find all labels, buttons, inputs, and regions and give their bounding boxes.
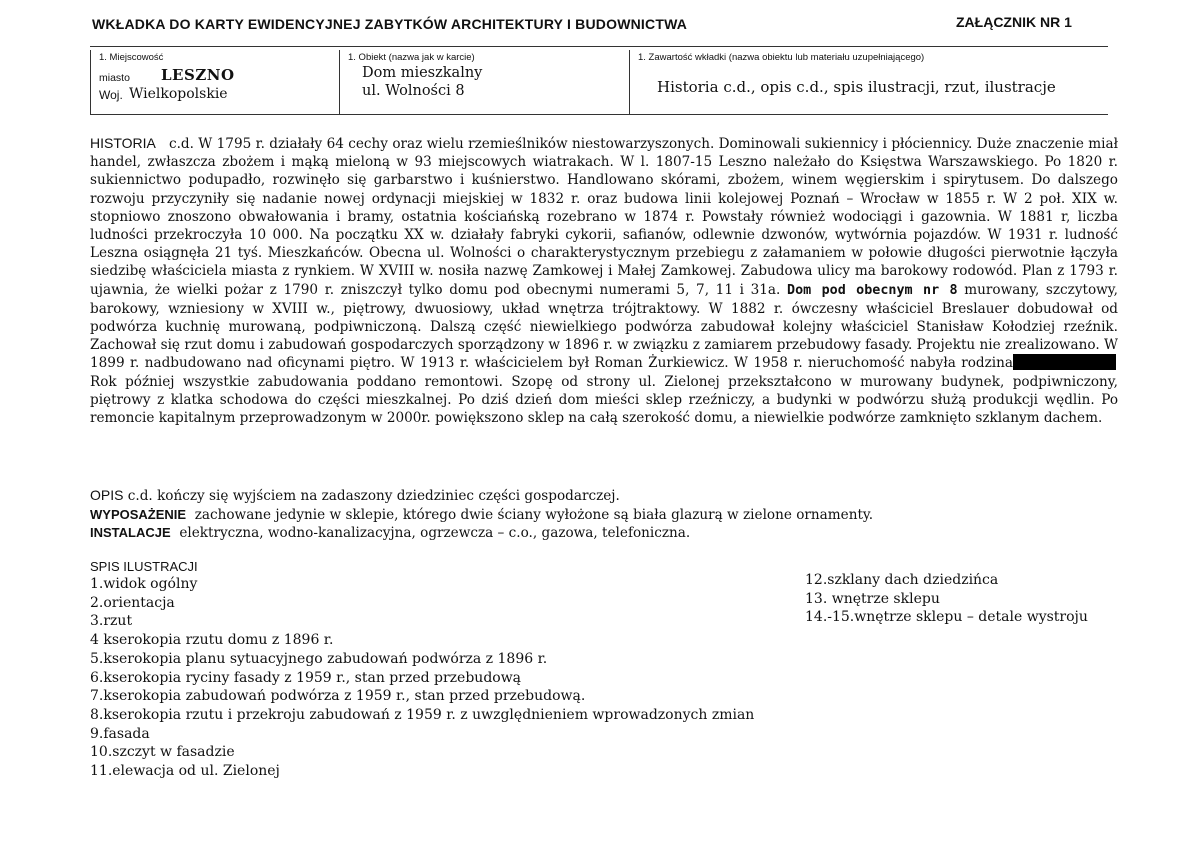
list-item: 8.kserokopia rzutu i przekroju zabudowań z 1959 r. z uwzględnieniem wprowadzonych zmian: [90, 706, 755, 723]
equipment-label: WYPOSAŻENIE: [90, 506, 187, 522]
header-divider: [90, 46, 1108, 47]
city-prefix: miasto: [99, 72, 130, 84]
document-title: WKŁADKA DO KARTY EWIDENCYJNEJ ZABYTKÓW ARCHITEKTURY I BUDOWNICTWA: [92, 16, 688, 32]
voivodeship-prefix: Woj.: [99, 88, 123, 102]
list-item: 7.kserokopia zabudowań podwórza z 1959 r., stan przed przebudową.: [90, 688, 586, 705]
contents-value: Historia c.d., opis c.d., spis ilustracji, rzut, ilustracje: [657, 78, 1056, 96]
list-item: 11.elewacja od ul. Zielonej: [90, 763, 280, 780]
contents-box: [630, 50, 1108, 115]
history-label: HISTORIA: [90, 135, 156, 151]
object-name: Dom mieszkalny: [362, 65, 483, 81]
installations-text: elektryczna, wodno-kanalizacyjna, ogrzewcza – c.o., gazowa, telefoniczna.: [179, 525, 691, 541]
list-item: 2.orientacja: [90, 594, 175, 611]
illustrations-list-left: [90, 575, 754, 781]
list-item: 12.szklany dach dziedzińca: [805, 572, 999, 588]
list-item: 1.widok ogólny: [90, 576, 198, 592]
history-text-2: murowany, szczytowy, barokowy, wzniesiony w XVIII w., piętrowy, dwuosiowy, układ wnętrza trójtraktowy. W 1882 r. ówczesny właściciel Breslauer dobudował od podwórza kuchnię murowaną, podpiwniczoną. Dalszą część niewielkiego podwórza zabudował kolejny właściciel Stanisław Kołodziej rzeźnik. Zachował się rzut domu i zabudowań gospodarczych sporządzony w 1896 r. w związku z zamiarem przebudowy fasady. Projektu nie zrealizowano. W 1899 r. nadbudowano nad oficynami piętro. W 1913 r. właścicielem był Roman Żurkiewicz. W 1958 r. nieruchomość nabyła rodzina: [90, 281, 1118, 372]
object-address: ul. Wolności 8: [362, 83, 465, 99]
opis-section: [90, 486, 1110, 543]
list-item: 6.kserokopia ryciny fasady z 1959 r., stan przed przebudową: [90, 669, 522, 686]
contents-label: 1. Zawartość wkładki (nazwa obiektu lub materiału uzupełniającego): [638, 52, 925, 63]
illustrations-list-right: [805, 571, 1088, 627]
list-item: 10.szczyt w fasadzie: [90, 744, 235, 761]
history-section: [90, 134, 1118, 427]
list-item: 5.kserokopia planu sytuacyjnego zabudowań podwórza z 1896 r.: [90, 650, 548, 667]
equipment-text: zachowane jedynie w sklepie, którego dwie ściany wyłożone są biała glazurą w zielone ornamenty.: [194, 506, 874, 523]
history-bold-phrase: Dom pod obecnym nr 8: [787, 282, 958, 298]
object-label: 1. Obiekt (nazwa jak w karcie): [348, 52, 475, 63]
list-item: 4 kserokopia rzutu domu z 1896 r.: [90, 632, 334, 649]
redaction-block: [1013, 354, 1116, 370]
opis-text: c.d. kończy się wyjściem na zadaszony dziedziniec części gospodarczej.: [127, 488, 620, 504]
list-item: 14.-15.wnętrze sklepu – detale wystroju: [805, 609, 1088, 626]
location-box: [90, 50, 340, 115]
installations-label: INSTALACJE: [90, 525, 171, 540]
attachment-number: ZAŁĄCZNIK NR 1: [956, 14, 1072, 30]
history-text-1: c.d. W 1795 r. działały 64 cechy oraz wielu rzemieślników niestowarzyszonych. Dominowali sukiennicy i płóciennicy. Duże znaczenie miał handel, zwłaszcza zbożem i mąką mieloną w 93 miejscowych wiatrakach. W l. 1807-15 Leszno należało do Księstwa Warszawskiego. Po 1820 r. sukiennictwo podupadło, rozwinęło się garbarstwo i kuśnierstwo. Handlowano skórami, zbożem, winem węgierskim i spirytusem. Do dalszego rozwoju przyczyniły się nadanie nowej ordynacji miejskiej w 1832 r. oraz budowa linii kolejowej Poznań – Wrocław w 1855 r. W 2 poł. XIX w. stopniowo znoszono obwałowania i bramy, ostatnia kościańską rozebrano w 1874 r. Powstały również wodociągi i gazownia. W 1881 r, liczba ludności przekroczyła 10 000. Na początku XX w. działały fabryki cykorii, safianów, odlewnie dzwonów, wytwórnia pojazdów. W 1931 r. ludność Leszna osiągnęła 21 tyś. Mieszkańców. Obecna ul. Wolności o charakterystycznym przebiegu z załamaniem w połowie długości pierwotnie łączyła siedzibę właściciela miasta z rynkiem. W XVIII w. nosiła nazwę Zamkowej i Małej Zamkowej. Zabudowa ulicy ma barokowy rodowód. Plan z 1793 r. ujawnia, że wielki pożar z 1790 r. zniszczył tylko domu pod obecnymi numerami 5, 7, 11 i 31a.: [90, 136, 1118, 298]
list-item: 13. wnętrze sklepu: [805, 590, 940, 607]
object-box: [340, 50, 630, 115]
illustrations-title: SPIS ILUSTRACJI: [90, 559, 198, 574]
location-label: 1. Miejscowość: [99, 52, 164, 63]
voivodeship-name: Wielkopolskie: [129, 86, 228, 102]
opis-label: OPIS: [90, 487, 124, 503]
list-item: 9.fasada: [90, 725, 150, 742]
city-name: LESZNO: [161, 66, 235, 84]
history-text-3: Rok później wszystkie zabudowania poddano remontowi. Szopę od strony ul. Zielonej przekształcono w murowany budynek, podpiwniczony, piętrowy z klatka schodowa do części mieszkalnej. Po dziś dzień dom mieści sklep rzeźniczy, a budynki w podwórzu służą produkcji wędlin. Po remoncie kapitalnym przeprowadzonym w 2000r. powiększono sklep na całą szerokość domu, a niewielkie podwórze zamknięto szklanym dachem.: [90, 373, 1118, 427]
list-item: 3.rzut: [90, 613, 133, 630]
